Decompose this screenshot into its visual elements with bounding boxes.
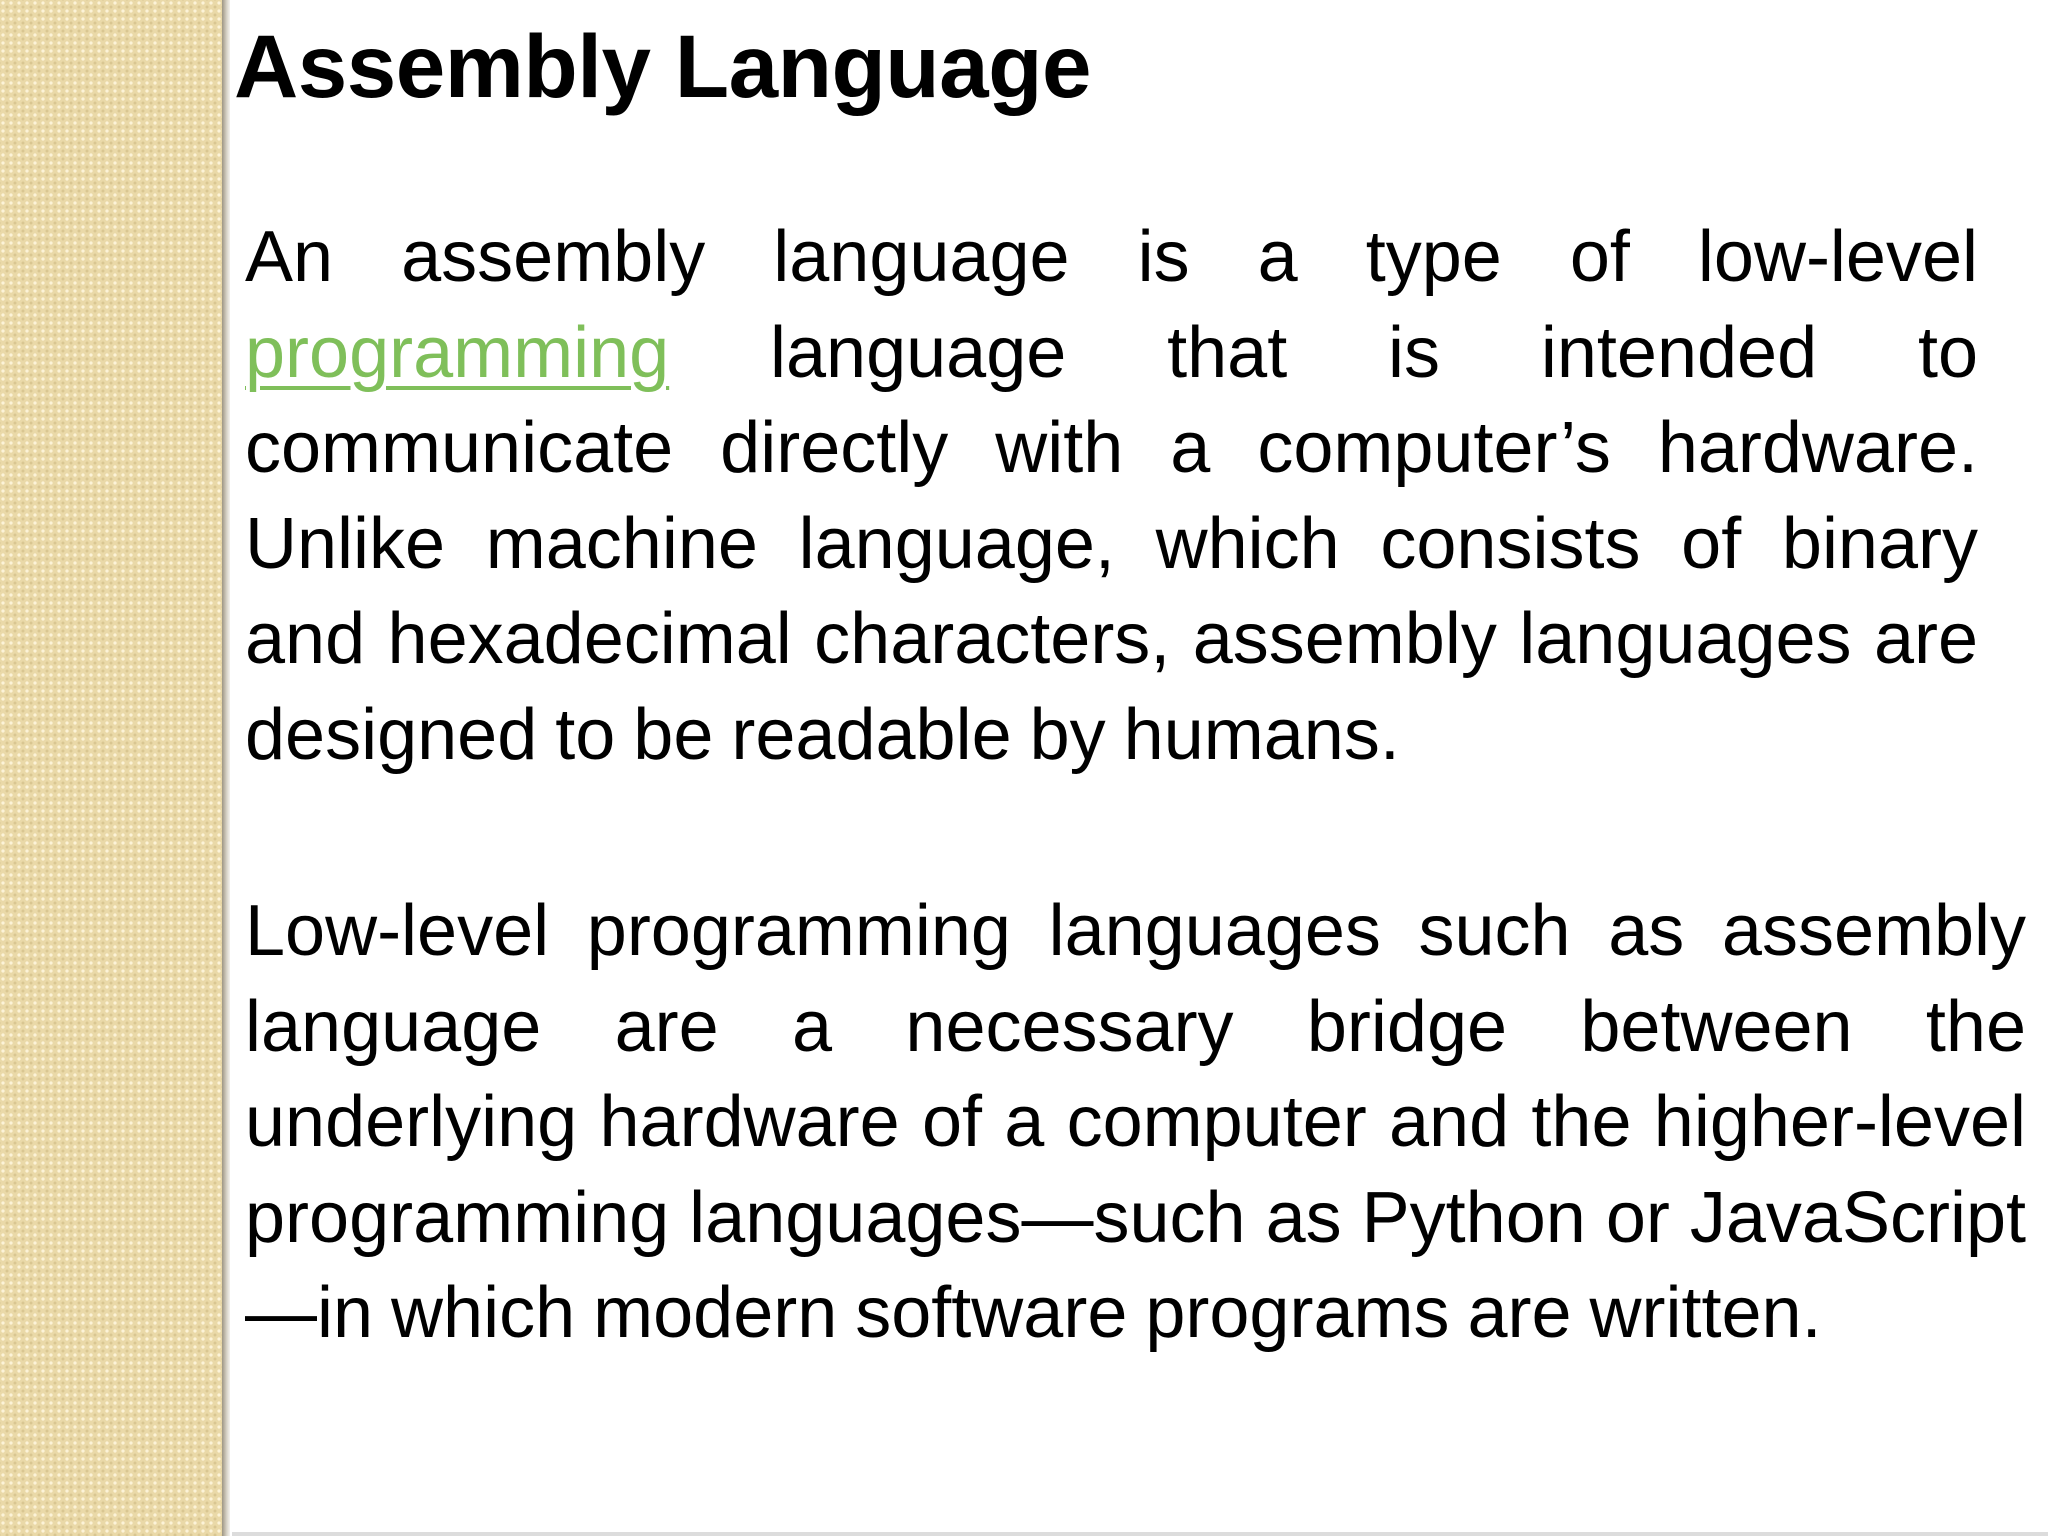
slide-title: Assembly Language — [234, 16, 1092, 116]
paragraph-text: An assembly language is a type of low-level — [245, 217, 1978, 297]
paragraph-assembly-definition — [245, 210, 1978, 783]
decorative-side-band — [0, 0, 222, 1536]
paragraph-low-level-bridge: Low-level programming languages such as assembly language are a necessary bridge between the underlying hardware of a computer and the higher-level programming languages—such as Python or JavaScript—in which modern software programs are written. — [245, 891, 2026, 1353]
programming-link[interactable]: programming — [245, 312, 670, 393]
side-band-shadow — [222, 0, 230, 1536]
bottom-divider — [232, 1532, 2048, 1536]
paragraph-text: language that is intended to communicate directly with a computer’s hardware. Unlike machine language, which consists of binary and hexadecimal characters, assembly languages are designed to be readable by humans. — [245, 312, 1978, 775]
